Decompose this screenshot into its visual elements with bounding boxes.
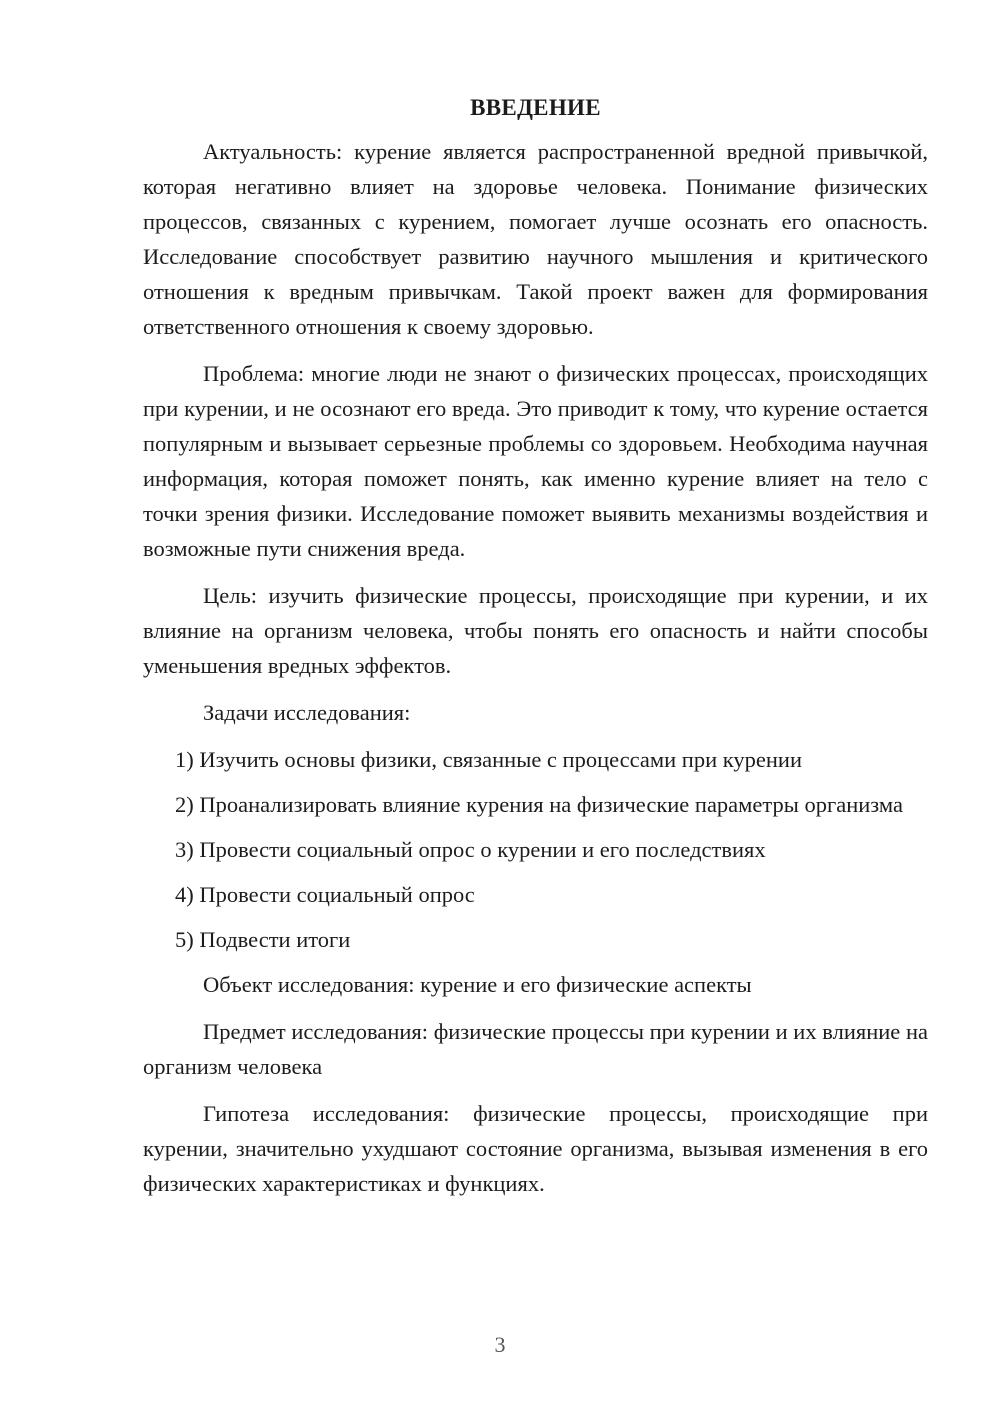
subject-paragraph: Предмет исследования: физические процессы при курении и их влияние на организм человека [143,1019,928,1079]
task-item-1: 1) Изучить основы физики, связанные с процессами при курении [175,747,802,772]
document-page [143,92,928,1213]
task-item-5: 5) Подвести итоги [175,927,351,952]
page-number: 3 [494,1332,506,1357]
object-paragraph: Объект исследования: курение и его физические аспекты [203,972,752,997]
hypothesis-paragraph: Гипотеза исследования: физические процессы, происходящие при курении, значительно ухудшают состояние организма, вызывая изменения в его физических характеристиках и функциях. [143,1101,928,1196]
task-item-2: 2) Проанализировать влияние курения на физические параметры организма [175,792,903,817]
section-heading: ВВЕДЕНИЕ [470,95,601,120]
problem-paragraph: Проблема: многие люди не знают о физических процессах, происходящих при курении, и не осознают его вреда. Это приводит к тому, что курение остается популярным и вызывает серьезные проблемы со здоровьем. Необходима научная информация, которая поможет понять, как именно курение влияет на тело с точки зрения физики. Исследование поможет выявить механизмы воздействия и возможные пути снижения вреда. [143,361,928,561]
task-item-4: 4) Провести социальный опрос [175,882,475,907]
tasks-heading: Задачи исследования: [203,700,411,725]
relevance-paragraph: Актуальность: курение является распространенной вредной привычкой, которая негативно влияет на здоровье человека. Понимание физических процессов, связанных с курением, помогает лучше осознать его опасность. Исследование способствует развитию научного мышления и критического отношения к вредным привычкам. Такой проект важен для формирования ответственного отношения к своему здоровью. [143,139,928,339]
goal-paragraph: Цель: изучить физические процессы, происходящие при курении, и их влияние на организм человека, чтобы понять его опасность и найти способы уменьшения вредных эффектов. [143,583,928,678]
task-item-3: 3) Провести социальный опрос о курении и его последствиях [175,837,766,862]
